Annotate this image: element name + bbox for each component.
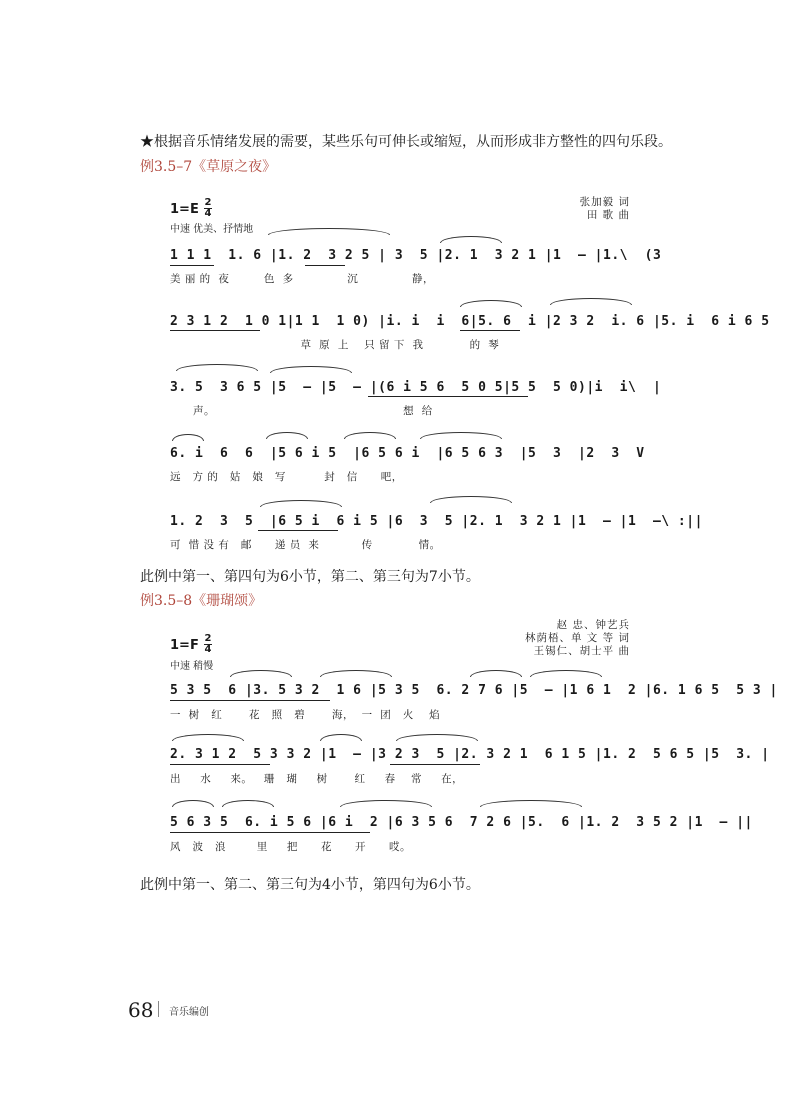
- footer-divider: [158, 1001, 159, 1017]
- time-bottom: 4: [204, 644, 212, 655]
- credit-lyricist-2: 林荫梧、单 文 等 词: [524, 632, 630, 644]
- credit-lyricist: 张加毅 词: [579, 196, 630, 208]
- credit-lyricist-1: 赵 忠、钟艺兵: [556, 619, 630, 631]
- credit-composer: 田 歌 曲: [586, 209, 630, 221]
- page-number: 68: [128, 998, 154, 1022]
- time-signature: [204, 634, 212, 655]
- example-note-1: 此例中第一、第四句为6小节，第二、第三句为7小节。: [140, 569, 480, 585]
- lyrics-row-3: 风 波 浪 里 把 花 开 哎。: [170, 841, 411, 853]
- example-note-2: 此例中第一、第二、第三句为4小节，第四句为6小节。: [140, 877, 480, 893]
- book-title: 音乐编创: [169, 1007, 209, 1018]
- tempo-marking: 中速 稍慢: [170, 661, 214, 672]
- key-signature: 1=E: [170, 202, 199, 217]
- lyrics-row-5: 可 惜 没 有 邮 递 员 来 传 情。: [170, 539, 441, 551]
- lyrics-row-3: 声。 想 给: [170, 405, 433, 417]
- key-signature: 1=F: [170, 638, 199, 653]
- notation-row-1: 5 3 5 6 |3. 5 3 2 1 6 |5 3 5 6. 2 7 6 |5 – |1 6 1 2 |6. 1 6 5 5 3 |: [170, 683, 778, 698]
- intro-paragraph: ★根据音乐情绪发展的需要，某些乐句可伸长或缩短，从而形成非方整性的四句乐段。: [140, 134, 672, 150]
- credits: [500, 619, 630, 658]
- notation-row-5: 1. 2 3 5 |6 5 i 6 i 5 |6 3 5 |2. 1 3 2 1 |1 – |1 –\ :||: [170, 514, 703, 529]
- lyrics-row-4: 远 方 的 姑 娘 写 封 信 吧，: [170, 471, 403, 483]
- lyrics-row-2: 出 水 来。 珊 瑚 树 红 春 常 在，: [170, 773, 464, 785]
- lyrics-row-2: 草 原 上 只 留 下 我 的 琴: [170, 339, 500, 351]
- notation-row-3: 5 6 3 5 6. i 5 6 |6 i 2 |6 3 5 6 7 2 6 |5. 6 |1. 2 3 5 2 |1 – ||: [170, 815, 753, 830]
- notation-row-2: 2. 3 1 2 5 3 3 2 |1 – |3 2 3 5 |2. 3 2 1 6 1 5 |1. 2 5 6 5 |5 3. |: [170, 747, 770, 762]
- time-bottom: 4: [204, 208, 212, 219]
- notation-row-4: 6. i 6 6 |5 6 i 5 |6 5 6 i |6 5 6 3 |5 3 |2 3 V: [170, 446, 645, 461]
- notation-row-2: 2 3 1 2 1 0 1|1 1 1 0) |i. i i 6|5. 6 i |2 3 2 i. 6 |5. i 6 i 6 5: [170, 314, 770, 329]
- lyrics-row-1: 一 树 红 花 照 碧 海， 一 团 火 焰: [170, 709, 441, 721]
- lyrics-row-1: 美 丽 的 夜 色 多 沉 静，: [170, 273, 435, 285]
- time-top: 2: [204, 633, 212, 644]
- example-label-2: 例3.5–8《珊瑚颂》: [140, 593, 263, 609]
- notation-row-3: 3. 5 3 6 5 |5 – |5 – |(6 i 5 6 5 0 5|5 5 5 0)|i i\ |: [170, 380, 662, 395]
- tempo-marking: 中速 优美、抒情地: [170, 224, 254, 235]
- notation-row-1: 1 1 1 1. 6 |1. 2 3 2 5 | 3 5 |2. 1 3 2 1 |1 – |1.\ (3: [170, 248, 662, 263]
- credit-composer: 王锡仁、胡士平 曲: [533, 645, 630, 657]
- time-top: 2: [204, 197, 212, 208]
- example-label-1: 例3.5–7《草原之夜》: [140, 159, 277, 175]
